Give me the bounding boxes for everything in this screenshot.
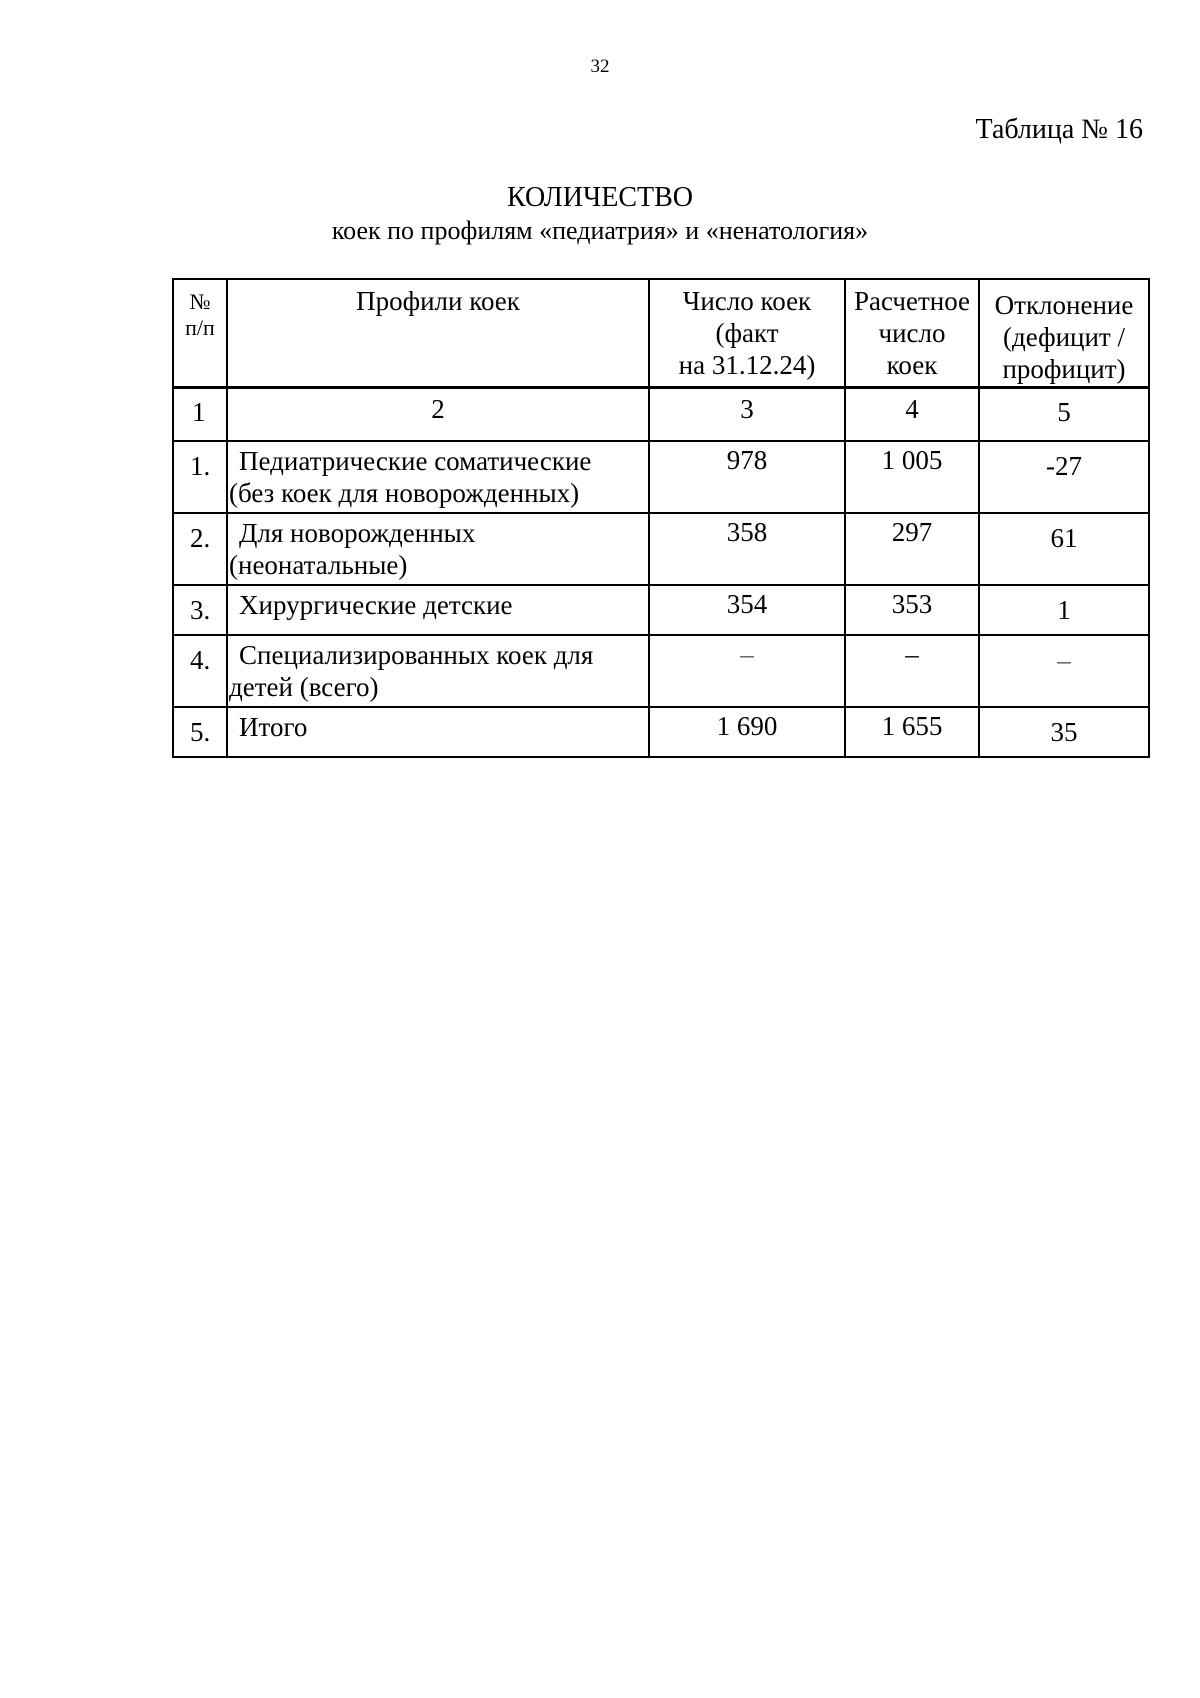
row-profile-line: Педиатрические соматические [239,445,592,476]
document-title: КОЛИЧЕСТВО [507,182,693,213]
row-number: 5. [173,707,227,757]
header-deviation-line: профицит) [1002,354,1126,384]
column-index: 4 [845,387,979,441]
table-row [173,441,1149,513]
row-profile-line: (без коек для новорожденных) [229,477,580,508]
column-index: 3 [649,387,845,441]
header-actual [649,279,845,387]
row-profile [227,635,649,707]
row-actual: 1 690 [649,707,845,757]
page-number: 32 [590,56,610,77]
row-number: 1. [173,441,227,513]
row-profile-line: Для новорожденных [239,517,476,548]
header-actual-line: (факт [715,318,779,348]
beds-table [172,278,1150,758]
header-row [173,279,1149,387]
header-deviation-line: (дефицит / [1003,322,1125,352]
table-row [173,513,1149,585]
row-profile [227,441,649,513]
row-actual: 978 [649,441,845,513]
column-index-row [173,387,1149,441]
header-profile: Профили коек [227,279,649,387]
column-index: 5 [979,387,1149,441]
row-deviation: 1 [979,585,1149,635]
row-profile-line: Хирургические детские [239,589,513,620]
row-deviation: – [979,635,1149,707]
header-deviation-line: Отклонение [994,290,1134,320]
row-deviation: -27 [979,441,1149,513]
row-profile [227,585,649,635]
table-row [173,707,1149,757]
row-number: 4. [173,635,227,707]
row-profile-line: (неонатальные) [229,549,408,580]
header-estimated-line: число [878,318,946,348]
header-number [173,279,227,387]
header-estimated-line: Расчетное [853,286,971,316]
row-actual: – [649,635,845,707]
header-actual-line: на 31.12.24) [678,350,816,380]
row-deviation: 61 [979,513,1149,585]
row-profile-line: Специализированных коек для [239,639,594,670]
row-estimated: 1 005 [845,441,979,513]
row-profile-line: детей (всего) [229,671,379,702]
header-number-line: п/п [185,315,215,340]
header-number-line: № [189,289,211,314]
table-label: Таблица № 16 [975,114,1143,145]
row-actual: 354 [649,585,845,635]
table-row [173,635,1149,707]
document-subtitle: коек по профилям «педиатрия» и «ненатология» [331,216,869,245]
row-actual: 358 [649,513,845,585]
row-estimated: 1 655 [845,707,979,757]
row-estimated: 297 [845,513,979,585]
column-index: 1 [173,387,227,441]
row-deviation: 35 [979,707,1149,757]
header-estimated [845,279,979,387]
header-actual-line: Число коек [682,286,812,316]
row-number: 2. [173,513,227,585]
row-number: 3. [173,585,227,635]
row-profile [227,513,649,585]
row-profile [227,707,649,757]
table-row [173,585,1149,635]
row-estimated: 353 [845,585,979,635]
header-deviation [979,279,1149,387]
row-profile-line: Итого [239,711,308,742]
row-estimated: – [845,635,979,707]
column-index: 2 [227,387,649,441]
header-estimated-line: коек [886,350,938,380]
